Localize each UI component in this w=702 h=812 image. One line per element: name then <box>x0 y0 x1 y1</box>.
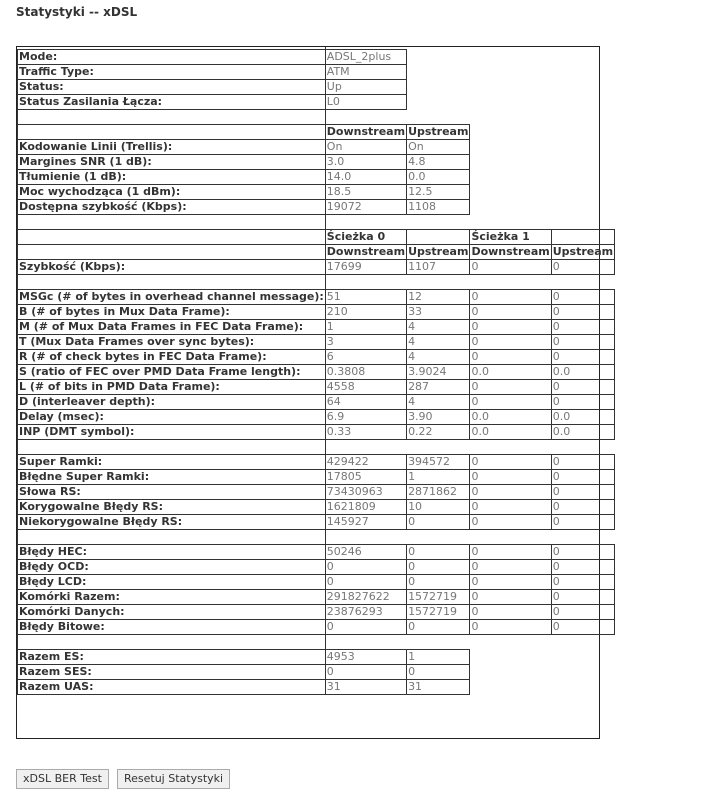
row-value: 1 <box>407 650 470 665</box>
row-value: 0 <box>551 605 614 620</box>
spacer-cell <box>325 635 614 650</box>
spacer-cell <box>407 65 615 80</box>
fec-row <box>18 290 615 305</box>
row-value: 3.90 <box>407 410 470 425</box>
row-value: 0 <box>470 470 551 485</box>
row-value: 1621809 <box>325 500 406 515</box>
row-value: 0 <box>407 560 470 575</box>
row-label: Razem UAS: <box>18 680 326 695</box>
spacer-cell <box>325 215 614 230</box>
path0-header: Ścieżka 0 <box>325 230 406 245</box>
row-label: Status Zasilania Łącza: <box>18 95 326 110</box>
row-value: 0.0 <box>470 425 551 440</box>
row-value: 0 <box>407 575 470 590</box>
row-value: 0 <box>470 485 551 500</box>
spacer-cell <box>18 530 326 545</box>
upstream-value: 12.5 <box>407 185 470 200</box>
downstream-value: 19072 <box>325 200 406 215</box>
row-value: 0 <box>551 290 614 305</box>
row-value: 0.0 <box>551 425 614 440</box>
row-value: 31 <box>325 680 406 695</box>
row-value: 0 <box>551 380 614 395</box>
frames-row <box>18 485 615 500</box>
spacer-cell <box>470 185 615 200</box>
row-label: INP (DMT symbol): <box>18 425 326 440</box>
row-value: 0 <box>551 335 614 350</box>
spacer-cell <box>407 80 615 95</box>
header-spacer <box>551 230 614 245</box>
spacer-cell <box>470 155 615 170</box>
row-value: 0 <box>470 350 551 365</box>
line-row <box>18 170 615 185</box>
row-value: 0 <box>470 500 551 515</box>
row-value: ADSL_2plus <box>325 50 406 65</box>
row-value: 0.0 <box>551 365 614 380</box>
row-value: 4 <box>407 335 470 350</box>
row-value: 6.9 <box>325 410 406 425</box>
row-value: 0 <box>551 470 614 485</box>
fec-row <box>18 395 615 410</box>
frames-row <box>18 470 615 485</box>
row-value: 4 <box>407 395 470 410</box>
row-value: 0.0 <box>470 410 551 425</box>
header-spacer <box>18 125 326 140</box>
line-row <box>18 185 615 200</box>
fec-row <box>18 425 615 440</box>
page-title: Statystyki -- xDSL <box>16 5 138 19</box>
spacer-cell <box>325 530 614 545</box>
row-value: 0 <box>407 515 470 530</box>
row-label: Błędne Super Ramki: <box>18 470 326 485</box>
spacer-cell <box>407 95 615 110</box>
spacer-cell <box>470 170 615 185</box>
reset-statistics-button[interactable]: Resetuj Statystyki <box>117 769 230 789</box>
row-label: Błędy Bitowe: <box>18 620 326 635</box>
row-label: Traffic Type: <box>18 65 326 80</box>
spacer-row <box>18 635 615 650</box>
row-value: 0 <box>551 500 614 515</box>
row-value: 0.0 <box>551 410 614 425</box>
row-value: 1572719 <box>407 590 470 605</box>
row-label: Komórki Danych: <box>18 605 326 620</box>
row-value: 4 <box>407 320 470 335</box>
spacer-cell <box>470 680 615 695</box>
fec-row <box>18 305 615 320</box>
row-label: S (ratio of FEC over PMD Data Frame length): <box>18 365 326 380</box>
row-label: Mode: <box>18 50 326 65</box>
row-value: 287 <box>407 380 470 395</box>
status-row <box>18 50 615 65</box>
errors-row <box>18 575 615 590</box>
line-row <box>18 155 615 170</box>
row-label: Tłumienie (1 dB): <box>18 170 326 185</box>
spacer-cell <box>18 275 326 290</box>
row-value: 1 <box>325 320 406 335</box>
spacer-cell <box>325 275 614 290</box>
row-value: 0 <box>470 620 551 635</box>
fec-row <box>18 380 615 395</box>
line-header-row <box>18 125 615 140</box>
action-buttons <box>16 767 233 789</box>
spacer-cell <box>325 440 614 455</box>
row-value: 0.0 <box>470 365 551 380</box>
row-label: R (# of check bytes in FEC Data Frame): <box>18 350 326 365</box>
row-label: Błędy OCD: <box>18 560 326 575</box>
totals-row <box>18 680 615 695</box>
xdsl-stats-panel <box>16 46 614 739</box>
column-header: Downstream <box>326 125 406 138</box>
fec-row <box>18 350 615 365</box>
row-value: 23876293 <box>325 605 406 620</box>
status-row <box>18 80 615 95</box>
row-value: 0 <box>470 455 551 470</box>
spacer-cell <box>18 215 326 230</box>
xdsl-ber-test-button[interactable]: xDSL BER Test <box>16 769 109 789</box>
fec-row <box>18 320 615 335</box>
row-value: L0 <box>325 95 406 110</box>
row-value: 0 <box>407 545 470 560</box>
frames-row <box>18 455 615 470</box>
spacer-row <box>18 530 615 545</box>
row-value: 210 <box>325 305 406 320</box>
spacer-cell <box>18 110 326 125</box>
row-label: Super Ramki: <box>18 455 326 470</box>
row-value: 1107 <box>407 260 470 275</box>
spacer-cell <box>18 635 326 650</box>
spacer-cell <box>470 140 615 155</box>
header-spacer <box>18 230 326 245</box>
row-value: 33 <box>407 305 470 320</box>
xdsl-stats-table <box>17 47 615 695</box>
row-value: 0 <box>325 575 406 590</box>
row-value: 0.3808 <box>325 365 406 380</box>
row-value: 0 <box>470 335 551 350</box>
row-value: 0 <box>551 395 614 410</box>
row-value: 6 <box>325 350 406 365</box>
line-row <box>18 200 615 215</box>
row-value: 1 <box>407 470 470 485</box>
frames-row <box>18 500 615 515</box>
row-value: 0 <box>551 590 614 605</box>
totals-row <box>18 665 615 680</box>
row-value: 64 <box>325 395 406 410</box>
errors-row <box>18 545 615 560</box>
row-label: Delay (msec): <box>18 410 326 425</box>
spacer-cell <box>325 110 614 125</box>
row-label: Moc wychodząca (1 dBm): <box>18 185 326 200</box>
row-label: Kodowanie Linii (Trellis): <box>18 140 326 155</box>
downstream-value: 18.5 <box>325 185 406 200</box>
spacer-cell <box>470 650 615 665</box>
header-spacer <box>407 230 470 245</box>
row-value: 17699 <box>325 260 406 275</box>
row-value: 17805 <box>325 470 406 485</box>
path-header-row <box>18 230 615 245</box>
row-label: M (# of Mux Data Frames in FEC Data Frame): <box>18 320 326 335</box>
path-subheader-row <box>18 245 615 260</box>
row-label: Błędy LCD: <box>18 575 326 590</box>
row-value: 73430963 <box>325 485 406 500</box>
row-value: 50246 <box>325 545 406 560</box>
row-value: 0 <box>551 320 614 335</box>
row-value: 0 <box>325 665 406 680</box>
row-value: 0 <box>470 575 551 590</box>
row-value: 12 <box>407 290 470 305</box>
status-row <box>18 65 615 80</box>
fec-row <box>18 335 615 350</box>
row-label: B (# of bytes in Mux Data Frame): <box>18 305 326 320</box>
row-value: 0 <box>551 305 614 320</box>
row-label: Status: <box>18 80 326 95</box>
spacer-cell <box>18 440 326 455</box>
upstream-value: 0.0 <box>407 170 470 185</box>
row-value: 4953 <box>325 650 406 665</box>
row-label: Błędy HEC: <box>18 545 326 560</box>
row-value: ATM <box>325 65 406 80</box>
upstream-value: On <box>407 140 470 155</box>
row-value: 0.22 <box>407 425 470 440</box>
row-value: 0 <box>470 380 551 395</box>
row-value: 429422 <box>325 455 406 470</box>
row-value: 31 <box>407 680 470 695</box>
row-value: 0 <box>551 575 614 590</box>
status-row <box>18 95 615 110</box>
errors-row <box>18 605 615 620</box>
row-value: 145927 <box>325 515 406 530</box>
spacer-row <box>18 215 615 230</box>
line-row <box>18 140 615 155</box>
row-value: 0 <box>470 395 551 410</box>
errors-row <box>18 560 615 575</box>
row-value: 2871862 <box>407 485 470 500</box>
row-value: 0 <box>470 605 551 620</box>
row-value: 0 <box>551 350 614 365</box>
row-value: 0 <box>470 305 551 320</box>
spacer-cell <box>407 50 615 65</box>
row-label: Słowa RS: <box>18 485 326 500</box>
column-header: Upstream <box>408 125 469 138</box>
errors-row <box>18 590 615 605</box>
downstream-value: 3.0 <box>325 155 406 170</box>
row-value: 3.9024 <box>407 365 470 380</box>
row-label: T (Mux Data Frames over sync bytes): <box>18 335 326 350</box>
row-value: 291827622 <box>325 590 406 605</box>
row-label: Korygowalne Błędy RS: <box>18 500 326 515</box>
spacer-cell <box>470 665 615 680</box>
row-label: Komórki Razem: <box>18 590 326 605</box>
row-label: Szybkość (Kbps): <box>18 260 326 275</box>
totals-row <box>18 650 615 665</box>
path1-header: Ścieżka 1 <box>470 230 551 245</box>
row-value: 51 <box>325 290 406 305</box>
row-value: 0 <box>470 260 551 275</box>
spacer-cell <box>470 125 615 140</box>
row-value: 0 <box>470 320 551 335</box>
row-value: 0 <box>551 560 614 575</box>
row-value: 4558 <box>325 380 406 395</box>
row-label: Razem ES: <box>18 650 326 665</box>
row-value: 0 <box>551 455 614 470</box>
rate-row <box>18 260 615 275</box>
column-header: Upstream <box>552 245 614 258</box>
spacer-row <box>18 440 615 455</box>
row-value: 10 <box>407 500 470 515</box>
frames-row <box>18 515 615 530</box>
column-header: Upstream <box>408 245 469 258</box>
row-value: 1572719 <box>407 605 470 620</box>
row-value: 0.33 <box>325 425 406 440</box>
row-label: Dostępna szybkość (Kbps): <box>18 200 326 215</box>
upstream-value: 1108 <box>407 200 470 215</box>
row-value: 0 <box>407 620 470 635</box>
spacer-row <box>18 110 615 125</box>
row-label: D (interleaver depth): <box>18 395 326 410</box>
upstream-value: 4.8 <box>407 155 470 170</box>
row-label: L (# of bits in PMD Data Frame): <box>18 380 326 395</box>
row-label: Niekorygowalne Błędy RS: <box>18 515 326 530</box>
column-header: Downstream <box>326 245 406 258</box>
row-value: 0 <box>551 485 614 500</box>
spacer-cell <box>470 200 615 215</box>
row-label: MSGc (# of bytes in overhead channel message): <box>19 290 324 303</box>
row-value: 394572 <box>407 455 470 470</box>
row-value: 0 <box>470 590 551 605</box>
spacer-row <box>18 275 615 290</box>
row-label: Margines SNR (1 dB): <box>18 155 326 170</box>
downstream-value: On <box>325 140 406 155</box>
row-value: 0 <box>325 620 406 635</box>
downstream-value: 14.0 <box>325 170 406 185</box>
row-label: Razem SES: <box>18 665 326 680</box>
fec-row <box>18 410 615 425</box>
errors-row <box>18 620 615 635</box>
row-value: 0 <box>470 290 551 305</box>
row-value: 0 <box>470 560 551 575</box>
row-value: 0 <box>551 515 614 530</box>
row-value: 4 <box>407 350 470 365</box>
column-header: Downstream <box>471 245 550 258</box>
row-value: 0 <box>551 260 614 275</box>
row-value: 0 <box>551 545 614 560</box>
row-value: 0 <box>470 545 551 560</box>
row-value: 0 <box>551 620 614 635</box>
header-spacer <box>18 245 326 260</box>
row-value: 3 <box>325 335 406 350</box>
fec-row <box>18 365 615 380</box>
row-value: Up <box>325 80 406 95</box>
row-value: 0 <box>470 515 551 530</box>
row-value: 0 <box>325 560 406 575</box>
row-value: 0 <box>407 665 470 680</box>
